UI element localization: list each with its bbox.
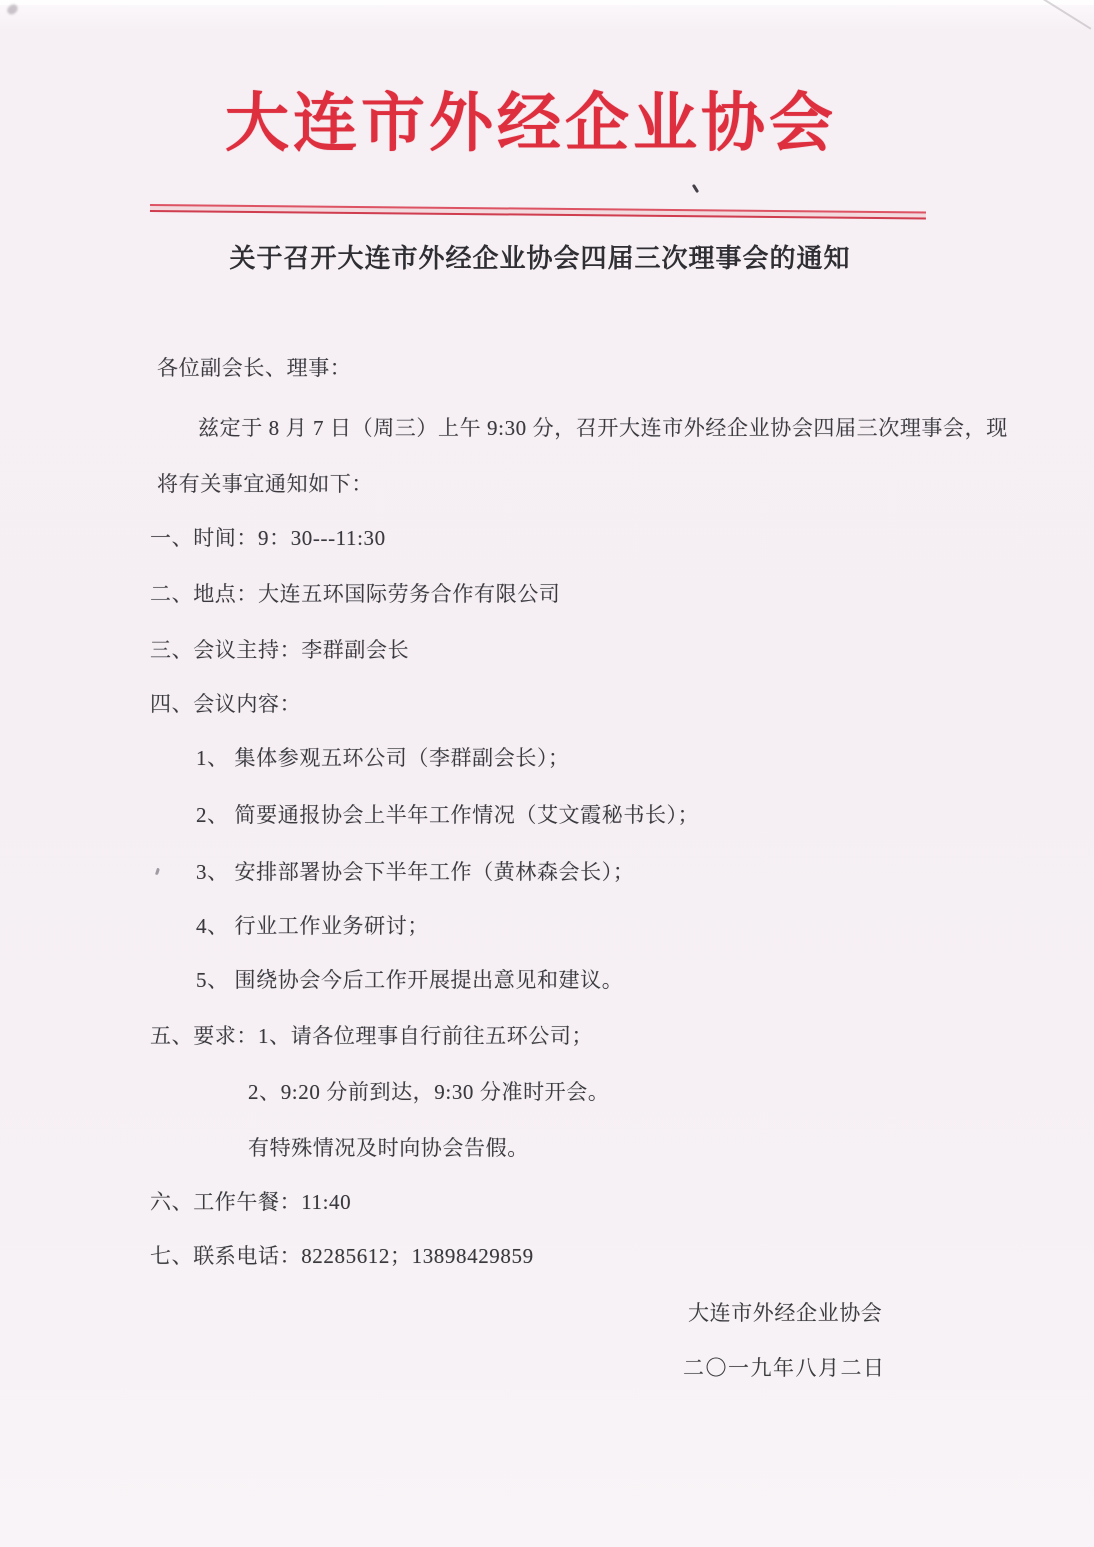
scan-tick-mark xyxy=(692,184,699,193)
item-host: 三、会议主持：李群副会长 xyxy=(150,638,410,662)
agenda-item: 1、 集体参观五环公司（李群副会长）； xyxy=(196,746,570,770)
agenda-item: 4、 行业工作业务研讨； xyxy=(196,914,429,938)
scan-comma-mark xyxy=(155,868,160,876)
intro-line-2: 将有关事宜通知如下： xyxy=(157,472,373,496)
requirement-leave-note: 有特殊情况及时向协会告假。 xyxy=(248,1136,529,1160)
item-time: 一、时间：9：30---11:30 xyxy=(150,526,386,550)
agenda-item: 2、 简要通报协会上半年工作情况（艾文霞秘书长）； xyxy=(196,803,700,827)
notice-title: 关于召开大连市外经企业协会四届三次理事会的通知 xyxy=(229,244,851,273)
agenda-item: 5、 围绕协会今后工作开展提出意见和建议。 xyxy=(196,968,624,992)
requirements-line: 五、要求：1、请各位理事自行前往五环公司； xyxy=(150,1024,594,1048)
scan-top-strip xyxy=(0,0,1094,5)
intro-line-1: 兹定于 8 月 7 日（周三）上午 9:30 分，召开大连市外经企业协会四届三次理事会，现 xyxy=(198,416,1008,440)
lunch-line: 六、工作午餐：11:40 xyxy=(150,1190,352,1214)
agenda-heading: 四、会议内容： xyxy=(150,692,302,716)
signature-date: 二〇一九年八月二日 xyxy=(683,1356,886,1380)
greeting-line: 各位副会长、理事： xyxy=(157,356,352,380)
phone-line: 七、联系电话：82285612；13898429859 xyxy=(150,1244,534,1268)
requirement-arrival: 2、9:20 分前到达，9:30 分准时开会。 xyxy=(248,1080,610,1104)
signature-org: 大连市外经企业协会 xyxy=(688,1301,883,1325)
agenda-item: 3、 安排部署协会下半年工作（黄林森会长）； xyxy=(196,860,635,884)
org-title: 大连市外经企业协会 xyxy=(225,88,837,159)
red-divider-rule xyxy=(150,204,926,219)
item-place: 二、地点：大连五环国际劳务合作有限公司 xyxy=(150,582,561,606)
